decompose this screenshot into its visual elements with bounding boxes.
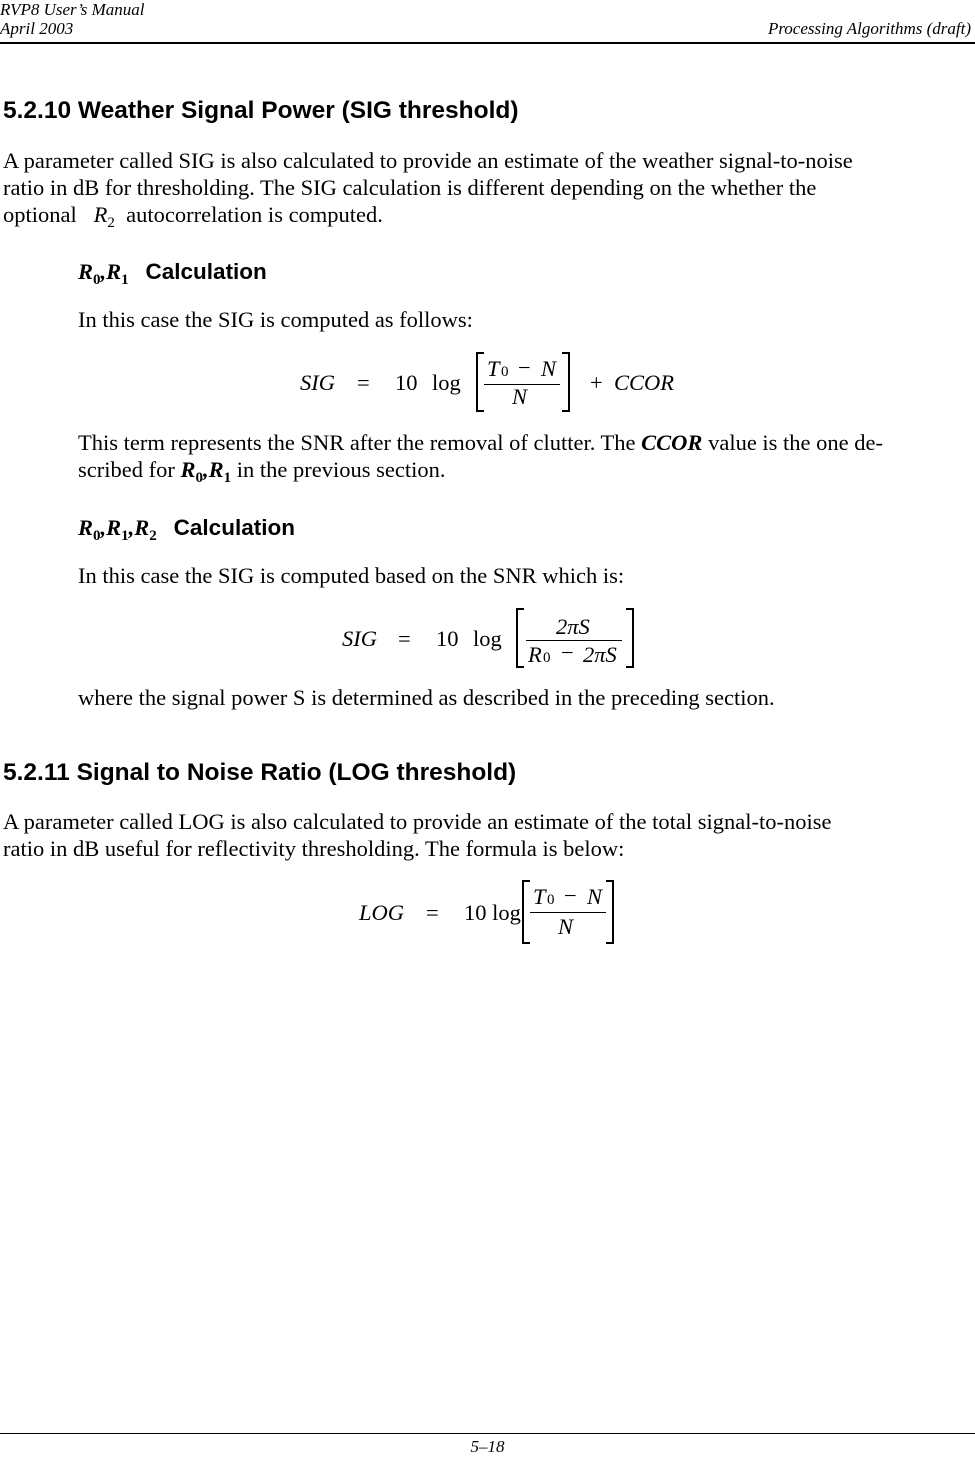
sub2-text: In this case the SIG is computed based on the SNR which is: <box>78 563 625 588</box>
intro-line: ratio in dB useful for reflectivity thresholding. The formula is below: <box>3 836 625 861</box>
running-header-left <box>0 0 145 38</box>
section-intro-sig <box>3 147 853 232</box>
page-number: 5–18 <box>470 1437 505 1456</box>
equation-sig-r0r1: SIG = 10 log T 0 − N N + CCOR <box>0 346 975 416</box>
section-title-sig: 5.2.10 Weather Signal Power (SIG threshold) <box>3 97 519 124</box>
sub1-text: In this case the SIG is computed as follows: <box>78 307 473 332</box>
manual-title: RVP8 User’s Manual <box>0 0 145 19</box>
intro-line: A parameter called LOG is also calculated to provide an estimate of the total signal-to-noise <box>3 809 832 834</box>
footer-rule <box>0 1433 975 1434</box>
equation-sig-r0r1r2: SIG = 10 log 2πS R 0 − 2πS <box>0 602 975 672</box>
manual-date: April 2003 <box>0 19 74 38</box>
header-rule <box>0 42 975 44</box>
intro-line: ratio in dB for thresholding. The SIG calculation is different depending on the whether the <box>3 175 817 200</box>
section-intro-log <box>3 808 831 862</box>
intro-line: optional $R_2$ autocorrelation is computed. <box>3 202 383 231</box>
running-header-right: Processing Algorithms (draft) <box>767 19 971 38</box>
intro-line: A parameter called SIG is also calculated to provide an estimate of the weather signal-to-noise <box>3 148 853 173</box>
equation-log: LOG = 10 log T 0 − N N <box>0 874 975 944</box>
section-title-log: 5.2.11 Signal to Noise Ratio (LOG threshold) <box>3 759 517 786</box>
subheading-r0-r1-r2: $R_0,R_1,R_2$ Calculation <box>78 515 295 544</box>
subheading-r0-r1: $R_0,R_1$ Calculation <box>78 259 267 288</box>
sub1-after-text: This term represents the SNR after the removal of clutter. The CCOR value is the one de- scribed for $R_0,R_1$ in the previous section. <box>78 430 884 486</box>
sub2-after-text: where the signal power S is determined as described in the preceding section. <box>78 685 775 710</box>
